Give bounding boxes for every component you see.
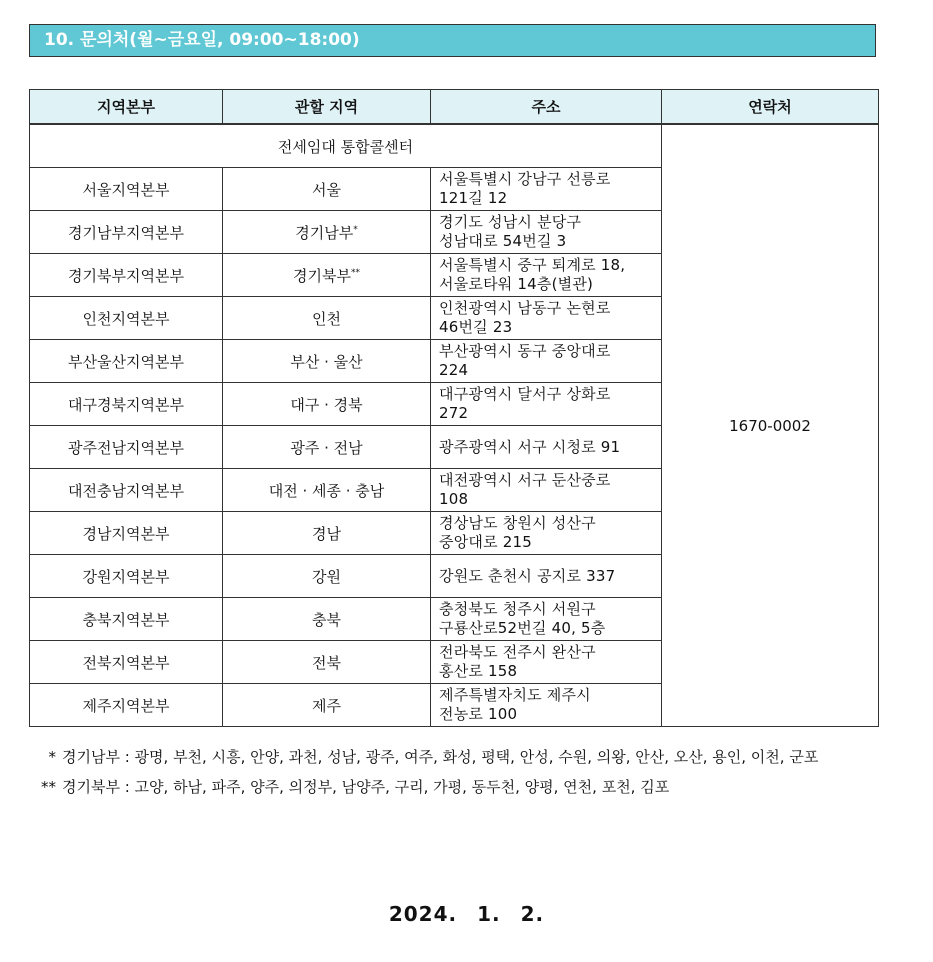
header-address: 주소 bbox=[431, 90, 662, 125]
address-cell bbox=[431, 168, 662, 211]
area-cell bbox=[223, 211, 431, 254]
address-line-1: 경기도 성남시 분당구 bbox=[439, 213, 582, 231]
hq-cell: 충북지역본부 bbox=[30, 598, 223, 641]
area-cell bbox=[223, 254, 431, 297]
address-line-2: 121길 12 bbox=[439, 189, 508, 207]
address-line-2: 중앙대로 215 bbox=[439, 533, 532, 551]
section-title: 10. 문의처(월~금요일, 09:00~18:00) bbox=[29, 24, 876, 57]
address-line-1: 광주광역시 서구 시청로 91 bbox=[439, 437, 621, 456]
address-cell bbox=[431, 512, 662, 555]
area-cell bbox=[223, 168, 431, 211]
area-cell bbox=[223, 426, 431, 469]
address-line-1: 서울특별시 중구 퇴계로 18, bbox=[439, 256, 626, 274]
area-cell bbox=[223, 383, 431, 426]
hq-cell: 서울지역본부 bbox=[30, 168, 223, 211]
footnote-south bbox=[36, 742, 818, 772]
area-cell bbox=[223, 684, 431, 727]
address-line-1: 대구광역시 달서구 상화로 bbox=[439, 385, 611, 403]
address-cell bbox=[431, 340, 662, 383]
address-cell bbox=[431, 426, 662, 469]
area-cell bbox=[223, 555, 431, 598]
footnote-mark: ** bbox=[41, 778, 56, 796]
address-line-1: 충청북도 청주시 서원구 bbox=[439, 600, 596, 618]
date-day: 2. bbox=[520, 902, 545, 926]
area-text: 광주 · 전남 bbox=[290, 438, 363, 457]
address-line-1: 전라북도 전주시 완산구 bbox=[439, 643, 596, 661]
header-contact: 연락처 bbox=[662, 90, 879, 125]
area-text: 경남 bbox=[312, 524, 341, 543]
hq-cell: 강원지역본부 bbox=[30, 555, 223, 598]
address-line-1: 대전광역시 서구 둔산중로 bbox=[439, 471, 611, 489]
hq-cell: 경남지역본부 bbox=[30, 512, 223, 555]
address-cell bbox=[431, 598, 662, 641]
area-text: 서울 bbox=[312, 180, 341, 199]
header-hq: 지역본부 bbox=[30, 90, 223, 125]
hq-cell: 경기북부지역본부 bbox=[30, 254, 223, 297]
area-text: 제주 bbox=[312, 696, 341, 715]
area-text: 강원 bbox=[312, 567, 341, 586]
hq-cell: 대구경북지역본부 bbox=[30, 383, 223, 426]
hq-cell: 부산울산지역본부 bbox=[30, 340, 223, 383]
table-header-row bbox=[30, 90, 879, 125]
area-cell bbox=[223, 641, 431, 684]
area-cell bbox=[223, 469, 431, 512]
address-cell bbox=[431, 684, 662, 727]
address-cell bbox=[431, 383, 662, 426]
address-line-1: 제주특별자치도 제주시 bbox=[439, 686, 591, 704]
area-text: 경기북부 bbox=[293, 266, 351, 285]
address-line-1: 인천광역시 남동구 논현로 bbox=[439, 299, 611, 317]
address-line-2: 108 bbox=[439, 490, 469, 508]
address-line-2: 구룡산로52번길 40, 5층 bbox=[439, 619, 606, 637]
area-text: 인천 bbox=[312, 309, 341, 328]
area-cell bbox=[223, 512, 431, 555]
address-cell bbox=[431, 469, 662, 512]
address-line-1: 경상남도 창원시 성산구 bbox=[439, 514, 596, 532]
address-line-1: 서울특별시 강남구 선릉로 bbox=[439, 170, 611, 188]
address-line-2: 272 bbox=[439, 404, 469, 422]
footnotes bbox=[36, 742, 818, 802]
area-footnote-mark: ** bbox=[350, 267, 360, 278]
address-cell bbox=[431, 555, 662, 598]
footnote-text: 경기북부 : 고양, 하남, 파주, 양주, 의정부, 남양주, 구리, 가평, 동두천, 양평, 연천, 포천, 김포 bbox=[62, 778, 670, 796]
address-line-1: 부산광역시 동구 중앙대로 bbox=[439, 342, 611, 360]
area-cell bbox=[223, 598, 431, 641]
hq-cell: 대전충남지역본부 bbox=[30, 469, 223, 512]
address-cell bbox=[431, 211, 662, 254]
hq-cell: 광주전남지역본부 bbox=[30, 426, 223, 469]
footnote-text: 경기남부 : 광명, 부천, 시흥, 안양, 과천, 성남, 광주, 여주, 화성, 평택, 안성, 수원, 의왕, 안산, 오산, 용인, 이천, 군포 bbox=[62, 748, 819, 766]
address-cell bbox=[431, 254, 662, 297]
address-line-2: 서울로타워 14층(별관) bbox=[439, 275, 594, 293]
area-cell bbox=[223, 340, 431, 383]
hq-cell: 인천지역본부 bbox=[30, 297, 223, 340]
table-body bbox=[30, 124, 879, 727]
document-date bbox=[0, 902, 933, 926]
area-footnote-mark: * bbox=[353, 224, 358, 235]
area-text: 충북 bbox=[312, 610, 341, 629]
address-cell bbox=[431, 641, 662, 684]
area-text: 부산 · 울산 bbox=[290, 352, 363, 371]
address-line-2: 홍산로 158 bbox=[439, 662, 518, 680]
area-text: 전북 bbox=[312, 653, 341, 672]
call-center-row bbox=[30, 124, 879, 168]
header-area: 관할 지역 bbox=[223, 90, 431, 125]
footnote-mark: * bbox=[48, 748, 56, 766]
area-text: 대구 · 경북 bbox=[290, 395, 363, 414]
hq-cell: 경기남부지역본부 bbox=[30, 211, 223, 254]
contact-table bbox=[29, 89, 879, 727]
hq-cell: 전북지역본부 bbox=[30, 641, 223, 684]
phone-number: 1670-0002 bbox=[662, 124, 879, 727]
date-year: 2024. bbox=[388, 902, 458, 926]
call-center-label: 전세임대 통합콜센터 bbox=[30, 124, 662, 168]
footnote-north bbox=[36, 772, 818, 802]
address-line-2: 46번길 23 bbox=[439, 318, 513, 336]
hq-cell: 제주지역본부 bbox=[30, 684, 223, 727]
address-line-2: 224 bbox=[439, 361, 469, 379]
area-cell bbox=[223, 297, 431, 340]
address-line-2: 전농로 100 bbox=[439, 705, 518, 723]
address-cell bbox=[431, 297, 662, 340]
date-month: 1. bbox=[477, 902, 501, 926]
area-text: 경기남부 bbox=[295, 223, 354, 242]
area-text: 대전 · 세종 · 충남 bbox=[268, 481, 385, 500]
address-line-2: 성남대로 54번길 3 bbox=[439, 232, 567, 250]
address-line-1: 강원도 춘천시 공지로 337 bbox=[439, 566, 616, 585]
